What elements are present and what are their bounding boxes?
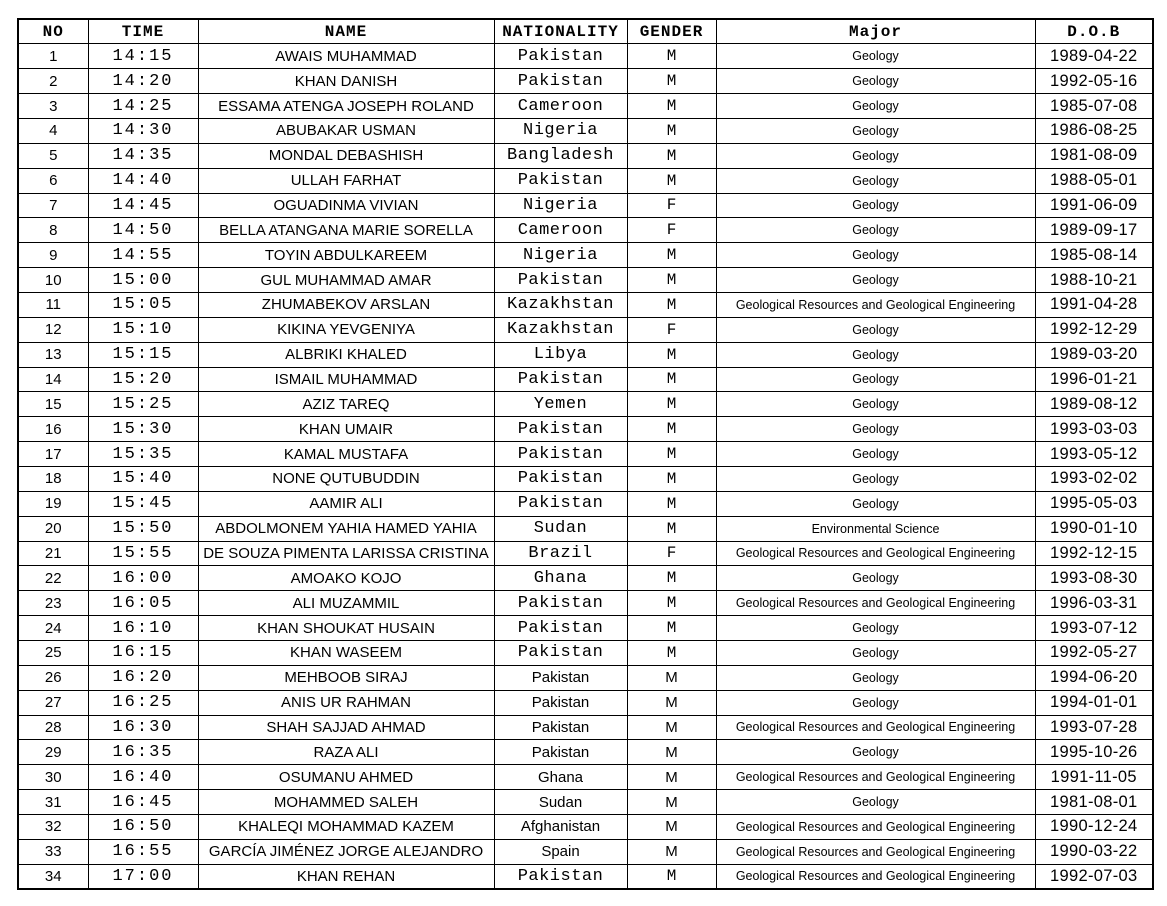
cell-no: 17 [18,442,88,467]
cell-gender: M [627,839,716,864]
cell-no: 27 [18,690,88,715]
cell-no: 22 [18,566,88,591]
cell-gender: M [627,94,716,119]
cell-gender: M [627,392,716,417]
cell-major: Geological Resources and Geological Engineering [716,815,1035,840]
cell-no: 3 [18,94,88,119]
table-row [18,790,1153,815]
cell-time: 15:35 [88,442,198,467]
cell-major: Geology [716,94,1035,119]
cell-dob: 1988-05-01 [1035,168,1153,193]
table-row [18,815,1153,840]
cell-no: 29 [18,740,88,765]
cell-dob: 1990-12-24 [1035,815,1153,840]
cell-no: 23 [18,591,88,616]
cell-nationality: Pakistan [494,466,627,491]
cell-gender: M [627,367,716,392]
cell-major: Geology [716,367,1035,392]
cell-no: 6 [18,168,88,193]
cell-major: Geology [716,392,1035,417]
cell-gender: M [627,118,716,143]
cell-time: 16:45 [88,790,198,815]
cell-no: 31 [18,790,88,815]
table-row [18,690,1153,715]
cell-name: ANIS UR RAHMAN [198,690,494,715]
cell-nationality: Libya [494,342,627,367]
cell-name: KHALEQI MOHAMMAD KAZEM [198,815,494,840]
cell-name: AZIZ TAREQ [198,392,494,417]
table-row [18,715,1153,740]
table-row [18,864,1153,889]
cell-nationality: Pakistan [494,168,627,193]
table-row [18,44,1153,69]
table-row [18,143,1153,168]
cell-name: KHAN SHOUKAT HUSAIN [198,616,494,641]
table-row [18,765,1153,790]
cell-time: 16:10 [88,616,198,641]
cell-no: 18 [18,466,88,491]
cell-name: KIKINA YEVGENIYA [198,317,494,342]
cell-time: 15:50 [88,516,198,541]
cell-dob: 1994-06-20 [1035,665,1153,690]
table-row [18,94,1153,119]
cell-time: 17:00 [88,864,198,889]
cell-no: 5 [18,143,88,168]
cell-major: Geology [716,342,1035,367]
cell-major: Geology [716,616,1035,641]
cell-no: 11 [18,292,88,317]
cell-major: Geology [716,218,1035,243]
cell-major: Geology [716,243,1035,268]
cell-major: Geology [716,566,1035,591]
table-row [18,442,1153,467]
cell-name: NONE QUTUBUDDIN [198,466,494,491]
cell-gender: M [627,715,716,740]
cell-time: 14:30 [88,118,198,143]
cell-nationality: Cameroon [494,218,627,243]
cell-nationality: Nigeria [494,118,627,143]
cell-dob: 1990-01-10 [1035,516,1153,541]
cell-nationality: Brazil [494,541,627,566]
cell-dob: 1991-11-05 [1035,765,1153,790]
cell-major: Geological Resources and Geological Engineering [716,292,1035,317]
cell-time: 15:55 [88,541,198,566]
table-row [18,168,1153,193]
table-row [18,417,1153,442]
cell-no: 9 [18,243,88,268]
cell-dob: 1992-05-27 [1035,640,1153,665]
cell-dob: 1993-05-12 [1035,442,1153,467]
cell-time: 16:30 [88,715,198,740]
cell-time: 15:15 [88,342,198,367]
cell-no: 15 [18,392,88,417]
cell-no: 13 [18,342,88,367]
cell-gender: M [627,342,716,367]
cell-dob: 1993-07-28 [1035,715,1153,740]
cell-name: GUL MUHAMMAD AMAR [198,268,494,293]
cell-dob: 1981-08-01 [1035,790,1153,815]
table-row [18,591,1153,616]
header-row [18,19,1153,44]
cell-name: AMOAKO KOJO [198,566,494,591]
cell-major: Geology [716,665,1035,690]
cell-gender: M [627,616,716,641]
cell-name: ESSAMA ATENGA JOSEPH ROLAND [198,94,494,119]
cell-nationality: Yemen [494,392,627,417]
table-row [18,218,1153,243]
cell-gender: M [627,516,716,541]
cell-no: 34 [18,864,88,889]
cell-nationality: Pakistan [494,665,627,690]
cell-major: Geological Resources and Geological Engineering [716,541,1035,566]
cell-dob: 1991-04-28 [1035,292,1153,317]
cell-dob: 1995-05-03 [1035,491,1153,516]
table-row [18,367,1153,392]
cell-name: TOYIN ABDULKAREEM [198,243,494,268]
cell-name: MEHBOOB SIRAJ [198,665,494,690]
cell-time: 15:25 [88,392,198,417]
table-row [18,69,1153,94]
cell-nationality: Nigeria [494,243,627,268]
cell-no: 26 [18,665,88,690]
cell-no: 20 [18,516,88,541]
cell-name: BELLA ATANGANA MARIE SORELLA [198,218,494,243]
attendance-table [17,18,1154,890]
cell-time: 14:50 [88,218,198,243]
cell-gender: F [627,193,716,218]
cell-no: 10 [18,268,88,293]
table-row [18,616,1153,641]
cell-nationality: Pakistan [494,864,627,889]
cell-no: 8 [18,218,88,243]
cell-dob: 1992-07-03 [1035,864,1153,889]
cell-time: 14:20 [88,69,198,94]
cell-major: Geology [716,44,1035,69]
cell-no: 19 [18,491,88,516]
table-body [18,44,1153,889]
cell-major: Geology [716,268,1035,293]
cell-gender: M [627,69,716,94]
cell-major: Geology [716,193,1035,218]
cell-no: 7 [18,193,88,218]
cell-gender: M [627,690,716,715]
cell-dob: 1993-08-30 [1035,566,1153,591]
cell-gender: M [627,740,716,765]
table-row [18,342,1153,367]
cell-name: MOHAMMED SALEH [198,790,494,815]
table-row [18,640,1153,665]
cell-time: 16:50 [88,815,198,840]
cell-gender: F [627,541,716,566]
cell-time: 15:05 [88,292,198,317]
cell-nationality: Pakistan [494,417,627,442]
cell-time: 15:10 [88,317,198,342]
cell-major: Geology [716,640,1035,665]
cell-name: ALBRIKI KHALED [198,342,494,367]
cell-dob: 1994-01-01 [1035,690,1153,715]
cell-nationality: Kazakhstan [494,317,627,342]
cell-name: DE SOUZA PIMENTA LARISSA CRISTINA [198,541,494,566]
cell-major: Geology [716,740,1035,765]
cell-major: Geology [716,466,1035,491]
cell-dob: 1990-03-22 [1035,839,1153,864]
cell-nationality: Pakistan [494,715,627,740]
table-row [18,566,1153,591]
column-header-dob: D.O.B [1035,19,1153,44]
cell-dob: 1996-03-31 [1035,591,1153,616]
cell-time: 14:15 [88,44,198,69]
cell-time: 16:35 [88,740,198,765]
cell-time: 15:30 [88,417,198,442]
cell-no: 14 [18,367,88,392]
cell-major: Geological Resources and Geological Engineering [716,864,1035,889]
cell-name: MONDAL DEBASHISH [198,143,494,168]
cell-name: ISMAIL MUHAMMAD [198,367,494,392]
table-row [18,118,1153,143]
cell-gender: M [627,44,716,69]
cell-time: 16:55 [88,839,198,864]
cell-time: 14:55 [88,243,198,268]
table-row [18,292,1153,317]
cell-name: OSUMANU AHMED [198,765,494,790]
cell-major: Geology [716,143,1035,168]
cell-nationality: Spain [494,839,627,864]
cell-no: 16 [18,417,88,442]
cell-dob: 1996-01-21 [1035,367,1153,392]
cell-major: Geological Resources and Geological Engineering [716,839,1035,864]
cell-major: Geology [716,790,1035,815]
cell-name: RAZA ALI [198,740,494,765]
cell-nationality: Pakistan [494,690,627,715]
cell-gender: M [627,243,716,268]
cell-nationality: Cameroon [494,94,627,119]
cell-nationality: Pakistan [494,616,627,641]
cell-dob: 1989-09-17 [1035,218,1153,243]
cell-nationality: Nigeria [494,193,627,218]
cell-name: ABDOLMONEM YAHIA HAMED YAHIA [198,516,494,541]
cell-name: KHAN UMAIR [198,417,494,442]
cell-time: 14:25 [88,94,198,119]
cell-gender: M [627,864,716,889]
cell-nationality: Pakistan [494,367,627,392]
cell-no: 1 [18,44,88,69]
cell-dob: 1992-12-15 [1035,541,1153,566]
cell-time: 15:20 [88,367,198,392]
cell-name: SHAH SAJJAD AHMAD [198,715,494,740]
cell-major: Geology [716,417,1035,442]
cell-gender: M [627,665,716,690]
table-row [18,466,1153,491]
cell-major: Geological Resources and Geological Engineering [716,715,1035,740]
cell-dob: 1993-07-12 [1035,616,1153,641]
cell-nationality: Pakistan [494,69,627,94]
cell-gender: M [627,417,716,442]
cell-name: ULLAH FARHAT [198,168,494,193]
cell-name: KHAN REHAN [198,864,494,889]
cell-time: 15:45 [88,491,198,516]
table-row [18,243,1153,268]
table-row [18,491,1153,516]
cell-major: Environmental Science [716,516,1035,541]
cell-dob: 1991-06-09 [1035,193,1153,218]
cell-gender: M [627,143,716,168]
cell-major: Geology [716,317,1035,342]
cell-gender: M [627,491,716,516]
cell-gender: M [627,815,716,840]
cell-nationality: Sudan [494,516,627,541]
cell-nationality: Pakistan [494,44,627,69]
cell-gender: M [627,466,716,491]
cell-gender: M [627,168,716,193]
table-row [18,268,1153,293]
table-row [18,193,1153,218]
cell-dob: 1995-10-26 [1035,740,1153,765]
cell-major: Geology [716,491,1035,516]
cell-gender: M [627,640,716,665]
cell-name: AAMIR ALI [198,491,494,516]
cell-dob: 1993-03-03 [1035,417,1153,442]
cell-major: Geological Resources and Geological Engineering [716,591,1035,616]
cell-nationality: Sudan [494,790,627,815]
cell-nationality: Ghana [494,765,627,790]
cell-nationality: Pakistan [494,591,627,616]
cell-dob: 1992-12-29 [1035,317,1153,342]
cell-name: KHAN DANISH [198,69,494,94]
cell-nationality: Kazakhstan [494,292,627,317]
cell-time: 16:00 [88,566,198,591]
cell-name: KHAN WASEEM [198,640,494,665]
cell-name: GARCÍA JIMÉNEZ JORGE ALEJANDRO [198,839,494,864]
cell-name: ZHUMABEKOV ARSLAN [198,292,494,317]
cell-no: 25 [18,640,88,665]
cell-name: ABUBAKAR USMAN [198,118,494,143]
cell-gender: M [627,790,716,815]
cell-time: 14:35 [88,143,198,168]
cell-gender: M [627,765,716,790]
cell-time: 14:45 [88,193,198,218]
cell-time: 16:15 [88,640,198,665]
table-row [18,392,1153,417]
cell-name: ALI MUZAMMIL [198,591,494,616]
cell-dob: 1989-08-12 [1035,392,1153,417]
cell-no: 30 [18,765,88,790]
cell-no: 32 [18,815,88,840]
cell-gender: M [627,566,716,591]
cell-dob: 1985-08-14 [1035,243,1153,268]
cell-gender: M [627,292,716,317]
table-row [18,516,1153,541]
cell-no: 2 [18,69,88,94]
cell-no: 21 [18,541,88,566]
cell-dob: 1989-03-20 [1035,342,1153,367]
cell-nationality: Pakistan [494,268,627,293]
table-row [18,317,1153,342]
cell-gender: F [627,317,716,342]
cell-major: Geology [716,168,1035,193]
cell-time: 15:00 [88,268,198,293]
cell-major: Geology [716,69,1035,94]
cell-major: Geology [716,690,1035,715]
cell-gender: M [627,442,716,467]
cell-dob: 1988-10-21 [1035,268,1153,293]
cell-nationality: Pakistan [494,442,627,467]
cell-dob: 1986-08-25 [1035,118,1153,143]
cell-time: 16:40 [88,765,198,790]
cell-dob: 1993-02-02 [1035,466,1153,491]
column-header-major: Major [716,19,1035,44]
cell-nationality: Pakistan [494,640,627,665]
cell-nationality: Pakistan [494,491,627,516]
column-header-time: TIME [88,19,198,44]
cell-dob: 1981-08-09 [1035,143,1153,168]
cell-name: OGUADINMA VIVIAN [198,193,494,218]
cell-dob: 1989-04-22 [1035,44,1153,69]
cell-no: 12 [18,317,88,342]
table-row [18,665,1153,690]
table-row [18,740,1153,765]
column-header-nationality: NATIONALITY [494,19,627,44]
cell-major: Geological Resources and Geological Engineering [716,765,1035,790]
cell-major: Geology [716,118,1035,143]
cell-time: 14:40 [88,168,198,193]
cell-nationality: Afghanistan [494,815,627,840]
cell-major: Geology [716,442,1035,467]
cell-gender: F [627,218,716,243]
cell-nationality: Ghana [494,566,627,591]
cell-time: 16:20 [88,665,198,690]
column-header-gender: GENDER [627,19,716,44]
cell-no: 33 [18,839,88,864]
cell-gender: M [627,591,716,616]
cell-time: 16:25 [88,690,198,715]
cell-time: 15:40 [88,466,198,491]
cell-name: KAMAL MUSTAFA [198,442,494,467]
cell-dob: 1985-07-08 [1035,94,1153,119]
cell-name: AWAIS MUHAMMAD [198,44,494,69]
cell-no: 28 [18,715,88,740]
cell-no: 4 [18,118,88,143]
cell-dob: 1992-05-16 [1035,69,1153,94]
cell-gender: M [627,268,716,293]
cell-no: 24 [18,616,88,641]
table-row [18,839,1153,864]
column-header-name: NAME [198,19,494,44]
cell-time: 16:05 [88,591,198,616]
column-header-no: NO [18,19,88,44]
cell-nationality: Bangladesh [494,143,627,168]
cell-nationality: Pakistan [494,740,627,765]
table-row [18,541,1153,566]
